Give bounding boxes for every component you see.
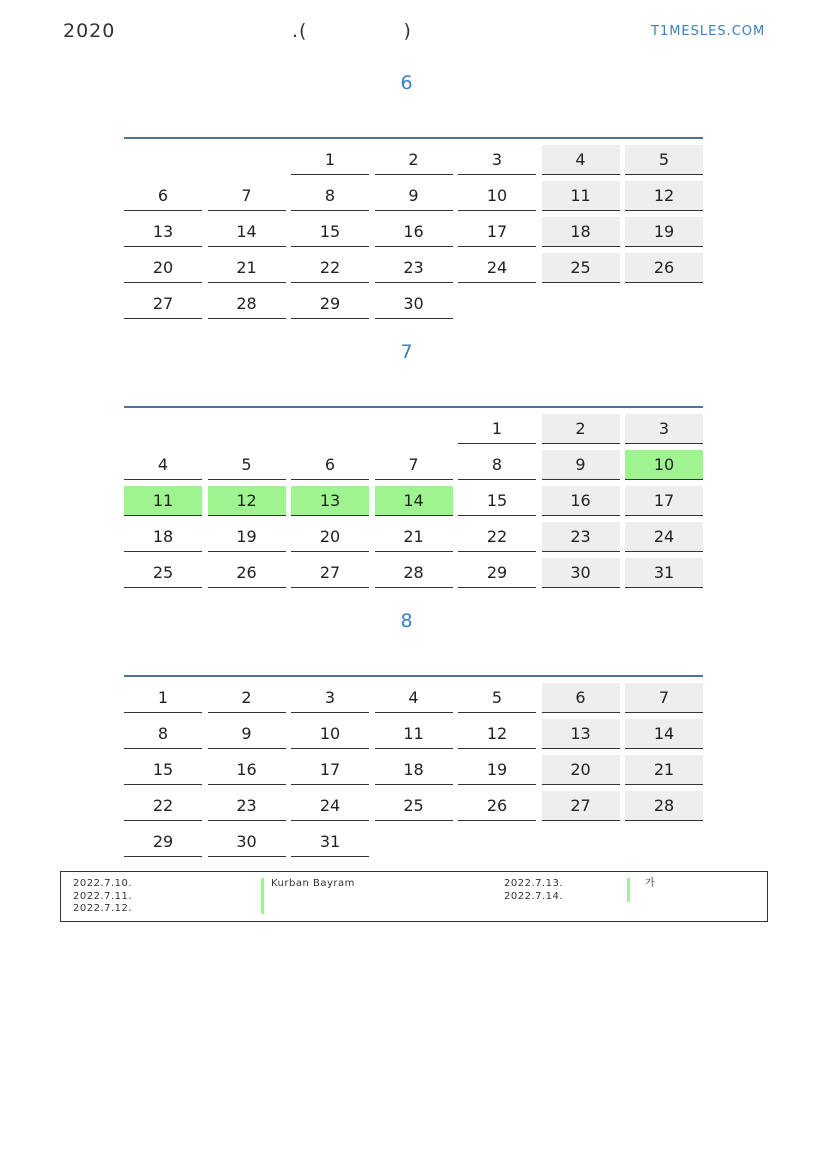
calendar-day: 14 xyxy=(375,486,453,516)
calendar-day: 28 xyxy=(208,289,286,319)
calendar-day: 17 xyxy=(458,217,536,247)
calendar-day: 19 xyxy=(458,755,536,785)
calendar-day: 31 xyxy=(625,558,703,588)
calendar-day: 28 xyxy=(625,791,703,821)
note-label: 가 xyxy=(645,878,656,889)
calendar-day: 1 xyxy=(458,414,536,444)
notes-col1-dates xyxy=(73,878,132,916)
calendar-august xyxy=(124,675,703,861)
calendar-day: 4 xyxy=(542,145,620,175)
calendar-day: 18 xyxy=(375,755,453,785)
calendar-day: 14 xyxy=(208,217,286,247)
calendar-day: 17 xyxy=(625,486,703,516)
calendar-day: 11 xyxy=(124,486,202,516)
calendar-day: 6 xyxy=(291,450,369,480)
calendar-day: 30 xyxy=(208,827,286,857)
calendar-day: 9 xyxy=(375,181,453,211)
calendar-day: 9 xyxy=(208,719,286,749)
month-title-august: 8 xyxy=(400,610,413,632)
calendar-day: 24 xyxy=(291,791,369,821)
month-title-june: 6 xyxy=(400,72,413,94)
calendar-day: 19 xyxy=(625,217,703,247)
calendar-day: 23 xyxy=(208,791,286,821)
calendar-day: 20 xyxy=(542,755,620,785)
calendar-day: 25 xyxy=(542,253,620,283)
calendar-day: 23 xyxy=(375,253,453,283)
calendar-day: 26 xyxy=(625,253,703,283)
calendar-day: 12 xyxy=(208,486,286,516)
calendar-day: 22 xyxy=(291,253,369,283)
calendar-day: 31 xyxy=(291,827,369,857)
header-title-left: .( xyxy=(292,20,308,42)
calendar-day: 3 xyxy=(625,414,703,444)
calendar-day: 8 xyxy=(124,719,202,749)
note-date: 2022.7.12. xyxy=(73,903,133,914)
calendar-day: 29 xyxy=(124,827,202,857)
calendar-day: 10 xyxy=(625,450,703,480)
calendar-day: 25 xyxy=(124,558,202,588)
calendar-day: 7 xyxy=(375,450,453,480)
calendar-day: 21 xyxy=(208,253,286,283)
calendar-day: 24 xyxy=(458,253,536,283)
calendar-day: 4 xyxy=(124,450,202,480)
notes-col2-dates xyxy=(504,878,563,903)
calendar-day: 20 xyxy=(124,253,202,283)
calendar-day: 2 xyxy=(542,414,620,444)
calendar-day: 16 xyxy=(375,217,453,247)
calendar-day: 16 xyxy=(542,486,620,516)
calendar-day: 18 xyxy=(124,522,202,552)
calendar-day: 13 xyxy=(291,486,369,516)
calendar-day: 27 xyxy=(124,289,202,319)
calendar-day: 16 xyxy=(208,755,286,785)
holiday-color-bar xyxy=(627,878,630,902)
calendar-day: 15 xyxy=(291,217,369,247)
note-label: Kurban Bayram xyxy=(271,878,355,889)
calendar-day: 3 xyxy=(291,683,369,713)
calendar-day: 7 xyxy=(208,181,286,211)
note-date: 2022.7.10. xyxy=(73,878,133,889)
calendar-day: 17 xyxy=(291,755,369,785)
calendar-day: 2 xyxy=(208,683,286,713)
calendar-day: 30 xyxy=(375,289,453,319)
calendar-day: 25 xyxy=(375,791,453,821)
calendar-july xyxy=(124,406,703,592)
calendar-june xyxy=(124,137,703,323)
calendar-day: 3 xyxy=(458,145,536,175)
calendar-day: 14 xyxy=(625,719,703,749)
calendar-day: 10 xyxy=(291,719,369,749)
holiday-color-bar xyxy=(261,878,264,914)
calendar-day: 29 xyxy=(458,558,536,588)
calendar-day: 12 xyxy=(458,719,536,749)
calendar-day: 8 xyxy=(291,181,369,211)
calendar-day: 5 xyxy=(458,683,536,713)
calendar-day: 6 xyxy=(124,181,202,211)
calendar-day: 26 xyxy=(208,558,286,588)
calendar-day: 10 xyxy=(458,181,536,211)
calendar-day: 1 xyxy=(124,683,202,713)
calendar-day: 22 xyxy=(458,522,536,552)
calendar-day: 5 xyxy=(208,450,286,480)
calendar-day: 29 xyxy=(291,289,369,319)
calendar-day: 2 xyxy=(375,145,453,175)
calendar-day: 1 xyxy=(291,145,369,175)
calendar-day: 22 xyxy=(124,791,202,821)
header-year: 2020 xyxy=(63,20,116,42)
holiday-notes xyxy=(60,871,768,922)
calendar-day: 7 xyxy=(625,683,703,713)
header-title xyxy=(292,20,412,42)
calendar-day: 9 xyxy=(542,450,620,480)
calendar-day: 24 xyxy=(625,522,703,552)
calendar-day: 30 xyxy=(542,558,620,588)
calendar-day: 12 xyxy=(625,181,703,211)
month-title-july: 7 xyxy=(400,341,413,363)
calendar-day: 21 xyxy=(375,522,453,552)
calendar-day: 27 xyxy=(542,791,620,821)
calendar-day: 28 xyxy=(375,558,453,588)
calendar-day: 4 xyxy=(375,683,453,713)
calendar-day: 11 xyxy=(375,719,453,749)
note-date: 2022.7.14. xyxy=(504,890,564,902)
calendar-day: 8 xyxy=(458,450,536,480)
calendar-day: 15 xyxy=(124,755,202,785)
calendar-day: 20 xyxy=(291,522,369,552)
calendar-day: 6 xyxy=(542,683,620,713)
calendar-day: 15 xyxy=(458,486,536,516)
calendar-day: 11 xyxy=(542,181,620,211)
calendar-day: 21 xyxy=(625,755,703,785)
calendar-day: 27 xyxy=(291,558,369,588)
calendar-day: 5 xyxy=(625,145,703,175)
calendar-day: 18 xyxy=(542,217,620,247)
site-link[interactable]: T1MESLES.COM xyxy=(651,24,766,39)
calendar-day: 26 xyxy=(458,791,536,821)
note-date: 2022.7.11. xyxy=(73,890,133,902)
calendar-day: 13 xyxy=(542,719,620,749)
calendar-day: 19 xyxy=(208,522,286,552)
calendar-day: 13 xyxy=(124,217,202,247)
header-title-right: ) xyxy=(403,20,412,42)
calendar-day: 23 xyxy=(542,522,620,552)
note-date: 2022.7.13. xyxy=(504,878,564,889)
